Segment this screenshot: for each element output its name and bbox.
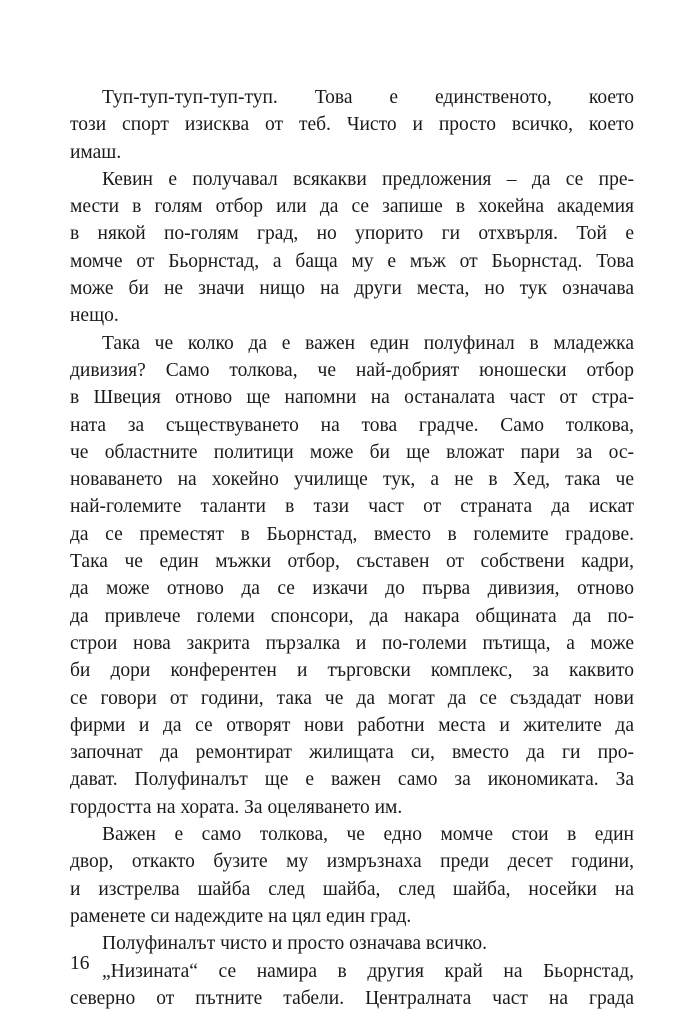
text-line: би дори конферентен и търговски комплекс, за каквито [70, 660, 634, 682]
text-line: нещо. [70, 305, 119, 327]
text-line: се говори от години, така че да могат да се създадат нови [70, 687, 634, 709]
text-line: северно от пътните табели. Централната част на града [70, 987, 634, 1009]
text-line: момче от Бьорнстад, а баща му е мъж от Бьорнстад. Това [70, 250, 634, 272]
text-line: двор, откакто бузите му измръзнаха преди десет години, [70, 851, 634, 873]
text-line: започнат да ремонтират жилищата си, вместо да ги про- [70, 742, 634, 764]
text-line: гордостта на хората. За оцеляването им. [70, 796, 403, 818]
text-line: мести в голям отбор или да се запише в хокейна академия [70, 196, 634, 218]
text-line: най-големите таланти в тази част от страната да искат [70, 496, 634, 518]
text-line: да се преместят в Бьорнстад, вместо в големите градове. [70, 523, 634, 545]
text-line: раменете си надеждите на цял един град. [70, 905, 412, 927]
text-line: имаш. [70, 141, 122, 163]
text-line: новаването на хокейно училище тук, а не в Хед, така че [70, 469, 634, 491]
text-line: Така че колко да е важен един полуфинал в младежка [102, 332, 634, 354]
text-line: че областните политици може би ще вложат пари за ос- [70, 441, 634, 463]
text-line: Туп-туп-туп-туп-туп. Това е единственото, което [102, 87, 634, 108]
text-line: Полуфиналът чисто и просто означава всичко. [102, 933, 487, 955]
text-line: „Низината“ се намира в другия край на Бьорнстад, [102, 960, 634, 982]
text-line: и изстрелва шайба след шайба, след шайба, носейки на [70, 878, 634, 900]
text-line: фирми и да се отворят нови работни места и жителите да [70, 714, 634, 736]
text-line: Кевин е получавал всякакви предложения – да се пре- [102, 168, 634, 190]
text-line: този спорт изисква от теб. Чисто и просто всичко, което [70, 114, 634, 136]
text-line: в някой по-голям град, но упорито ги отхвърля. Той е [70, 223, 634, 245]
text-line: в Швеция отново ще напомни на останалата част от стра- [70, 387, 634, 409]
text-line: може би не значи нищо на други места, но тук означава [70, 278, 634, 300]
page-number: 16 [70, 953, 90, 974]
text-line: да привлече големи спонсори, да накара общината да по- [70, 605, 634, 627]
text-line: ната за съществуването на това градче. Само толкова, [70, 414, 634, 436]
text-line: дивизия? Само толкова, че най-добрият юношески отбор [70, 359, 634, 381]
text-line: Важен е само толкова, че едно момче стои в един [102, 824, 634, 846]
text-line: Така че един мъжки отбор, съставен от собствени кадри, [70, 551, 634, 573]
text-line: да може отново да се изкачи до първа дивизия, отново [70, 578, 634, 600]
book-page-text [70, 84, 634, 1012]
text-line: дават. Полуфиналът ще е важен само за икономиката. За [70, 769, 634, 791]
text-line: строи нова закрита пързалка и по-големи пътища, а може [70, 632, 634, 654]
